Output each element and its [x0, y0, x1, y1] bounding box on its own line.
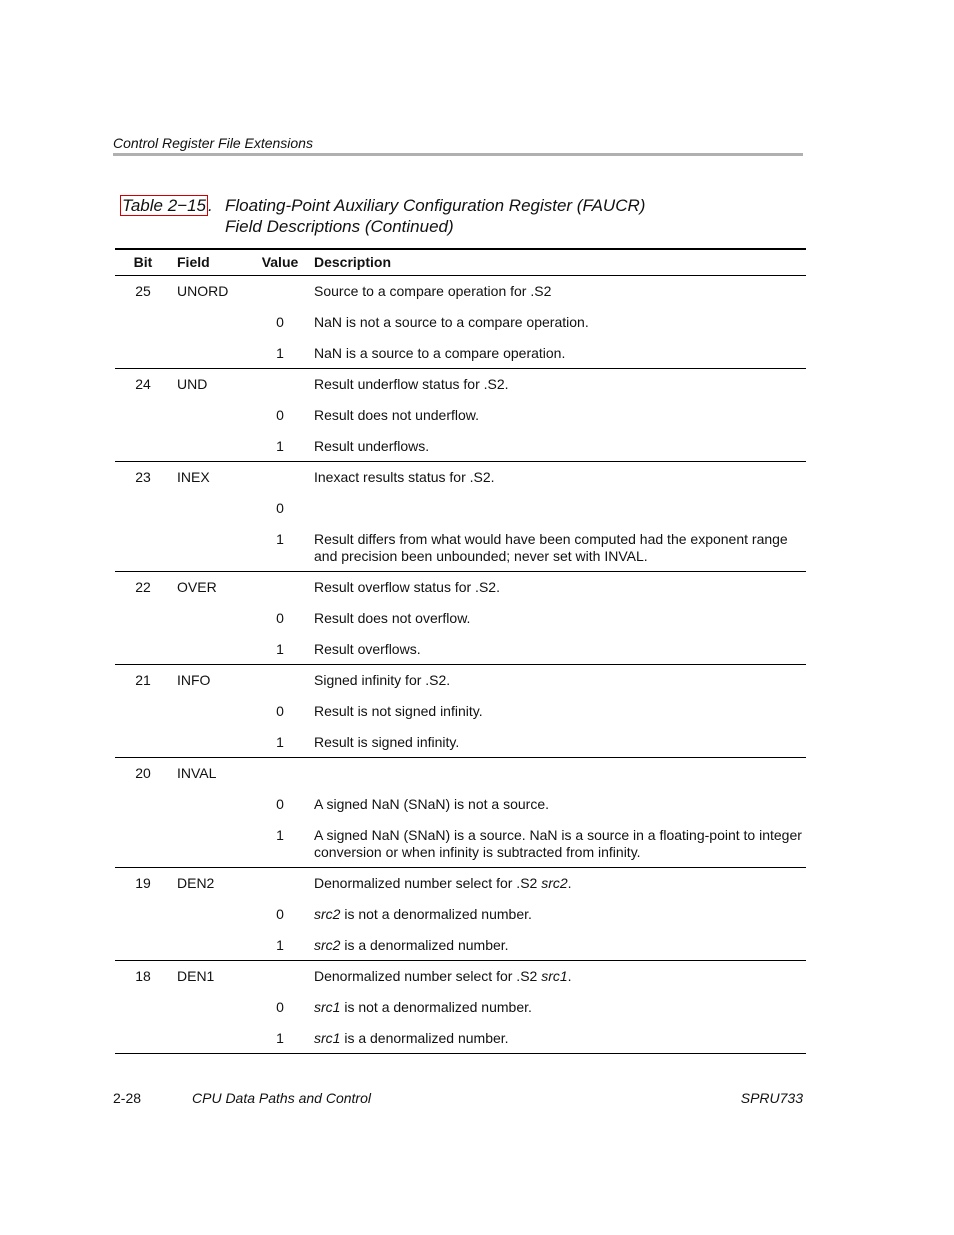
description-cell: Result underflows. [308, 424, 806, 462]
description-text: is a denormalized number. [340, 1030, 509, 1046]
table-row [115, 961, 806, 986]
header-value: Value [252, 249, 308, 276]
table-row [115, 689, 806, 720]
table-row [115, 665, 806, 690]
header-bit: Bit [115, 249, 171, 276]
description-cell [308, 1016, 806, 1054]
table-row [115, 393, 806, 424]
bit-cell: 23 [135, 469, 151, 485]
field-cell [171, 517, 252, 572]
field-cell: UNORD [177, 283, 229, 299]
description-text: . [567, 968, 572, 984]
bit-cell [115, 517, 171, 572]
description-cell: Result overflow status for .S2. [314, 579, 500, 595]
description-cell: Result differs from what would have been computed had the exponent range and precision been unbounded; never set with INVAL. [308, 517, 806, 572]
value-cell [252, 758, 308, 783]
bit-cell: 22 [135, 579, 151, 595]
value-cell [252, 665, 308, 690]
table-row [115, 892, 806, 923]
bit-cell [115, 985, 171, 1016]
table-row [115, 300, 806, 331]
bit-cell [115, 627, 171, 665]
description-cell [308, 868, 806, 893]
field-cell [171, 596, 252, 627]
field-cell: INFO [177, 672, 211, 688]
bit-cell: 19 [135, 875, 151, 891]
description-cell: Source to a compare operation for .S2 [314, 283, 552, 299]
value-cell [252, 276, 308, 301]
description-text: . [567, 875, 572, 891]
value-cell: 0 [276, 703, 284, 719]
field-cell [171, 689, 252, 720]
bit-cell [115, 331, 171, 369]
bit-cell [115, 424, 171, 462]
table-row [115, 782, 806, 813]
table-row [115, 627, 806, 665]
field-cell: OVER [177, 579, 217, 595]
value-cell: 1 [252, 331, 308, 369]
value-cell: 0 [276, 999, 284, 1015]
bit-cell: 18 [135, 968, 151, 984]
value-cell [252, 868, 308, 893]
table-body [115, 276, 806, 1054]
value-cell: 1 [252, 813, 308, 868]
table-row [115, 923, 806, 961]
field-cell [171, 813, 252, 868]
description-text: Denormalized number select for .S2 [314, 875, 542, 891]
bit-cell [115, 393, 171, 424]
table-row [115, 813, 806, 868]
field-cell [171, 923, 252, 961]
table-title [225, 195, 765, 237]
field-cell [171, 892, 252, 923]
table-row [115, 1016, 806, 1054]
field-cell: UND [177, 376, 208, 392]
description-cell: A signed NaN (SNaN) is a source. NaN is a source in a floating-point to integer conversion or when infinity is subtracted from infinity. [308, 813, 806, 868]
bit-cell [115, 813, 171, 868]
value-cell: 1 [252, 1016, 308, 1054]
header-field: Field [171, 249, 252, 276]
table-header-row [115, 249, 806, 276]
operand-name: src1 [314, 1030, 341, 1046]
description-cell: Result does not underflow. [314, 407, 479, 423]
description-cell: NaN is a source to a compare operation. [308, 331, 806, 369]
description-text: Denormalized number select for .S2 [314, 968, 542, 984]
value-cell: 0 [276, 906, 284, 922]
header-description: Description [308, 249, 806, 276]
page-number: 2-28 [113, 1090, 142, 1106]
bit-cell [115, 720, 171, 758]
table-row [115, 331, 806, 369]
description-cell [308, 486, 806, 517]
caption-separator: . [207, 196, 213, 215]
field-descriptions-table [115, 248, 806, 1054]
description-cell [308, 923, 806, 961]
field-cell [171, 1016, 252, 1054]
bit-cell [115, 892, 171, 923]
value-cell [252, 961, 308, 986]
value-cell [252, 462, 308, 487]
bit-cell [115, 782, 171, 813]
table-number-link[interactable]: Table 2−15 [122, 196, 206, 215]
table-title-line-1: Floating-Point Auxiliary Configuration Register (FAUCR) [225, 196, 646, 215]
table-row [115, 424, 806, 462]
description-cell [308, 961, 806, 986]
description-cell: Result overflows. [308, 627, 806, 665]
bit-cell [115, 1016, 171, 1054]
description-cell: NaN is not a source to a compare operation. [314, 314, 589, 330]
operand-name: src2 [314, 937, 341, 953]
field-cell [171, 720, 252, 758]
field-cell [171, 782, 252, 813]
bit-cell: 25 [135, 283, 151, 299]
field-cell [171, 300, 252, 331]
description-text: is not a denormalized number. [340, 906, 532, 922]
value-cell: 1 [252, 720, 308, 758]
value-cell: 0 [276, 796, 284, 812]
description-text: is a denormalized number. [340, 937, 509, 953]
table-row [115, 517, 806, 572]
description-cell: Result is signed infinity. [308, 720, 806, 758]
description-cell: A signed NaN (SNaN) is not a source. [314, 796, 549, 812]
operand-name: src1 [314, 999, 341, 1015]
description-text: is not a denormalized number. [340, 999, 532, 1015]
table-label [120, 195, 213, 216]
description-cell [308, 758, 806, 783]
value-cell: 1 [252, 424, 308, 462]
footer-section-title: CPU Data Paths and Control [192, 1090, 371, 1106]
field-cell [171, 424, 252, 462]
value-cell: 1 [252, 923, 308, 961]
field-cell [171, 331, 252, 369]
bit-cell [115, 923, 171, 961]
description-cell: Signed infinity for .S2. [314, 672, 451, 688]
table-row [115, 486, 806, 517]
description-cell: Result does not overflow. [314, 610, 471, 626]
table-title-line-2: Field Descriptions (Continued) [225, 217, 454, 236]
operand-name: src2 [541, 875, 568, 891]
table-row [115, 462, 806, 487]
field-cell: DEN1 [177, 968, 215, 984]
value-cell: 0 [276, 407, 284, 423]
value-cell: 0 [276, 314, 284, 330]
value-cell: 1 [252, 517, 308, 572]
footer-doc-id: SPRU733 [740, 1090, 803, 1106]
field-cell: INEX [177, 469, 210, 485]
bit-cell [115, 596, 171, 627]
running-header: Control Register File Extensions [113, 135, 313, 151]
table-row [115, 868, 806, 893]
bit-cell: 21 [135, 672, 151, 688]
field-cell [171, 985, 252, 1016]
bit-cell: 20 [135, 765, 151, 781]
value-cell: 0 [276, 500, 284, 516]
field-cell [171, 393, 252, 424]
field-cell: INVAL [177, 765, 217, 781]
field-cell: DEN2 [177, 875, 215, 891]
table-row [115, 572, 806, 597]
description-cell: Inexact results status for .S2. [314, 469, 495, 485]
table-row [115, 758, 806, 783]
operand-name: src1 [541, 968, 568, 984]
operand-name: src2 [314, 906, 341, 922]
value-cell [252, 572, 308, 597]
description-cell [308, 985, 806, 1016]
field-cell [171, 627, 252, 665]
value-cell [252, 369, 308, 394]
table-row [115, 596, 806, 627]
table-row [115, 276, 806, 301]
value-cell: 0 [276, 610, 284, 626]
table-row [115, 985, 806, 1016]
value-cell: 1 [252, 627, 308, 665]
table-row [115, 720, 806, 758]
header-rule [113, 153, 803, 156]
bit-cell: 24 [135, 376, 151, 392]
bit-cell [115, 689, 171, 720]
table-row [115, 369, 806, 394]
bit-cell [115, 486, 171, 517]
bit-cell [115, 300, 171, 331]
field-cell [171, 486, 252, 517]
description-cell: Result underflow status for .S2. [314, 376, 509, 392]
description-cell [308, 892, 806, 923]
description-cell: Result is not signed infinity. [314, 703, 483, 719]
